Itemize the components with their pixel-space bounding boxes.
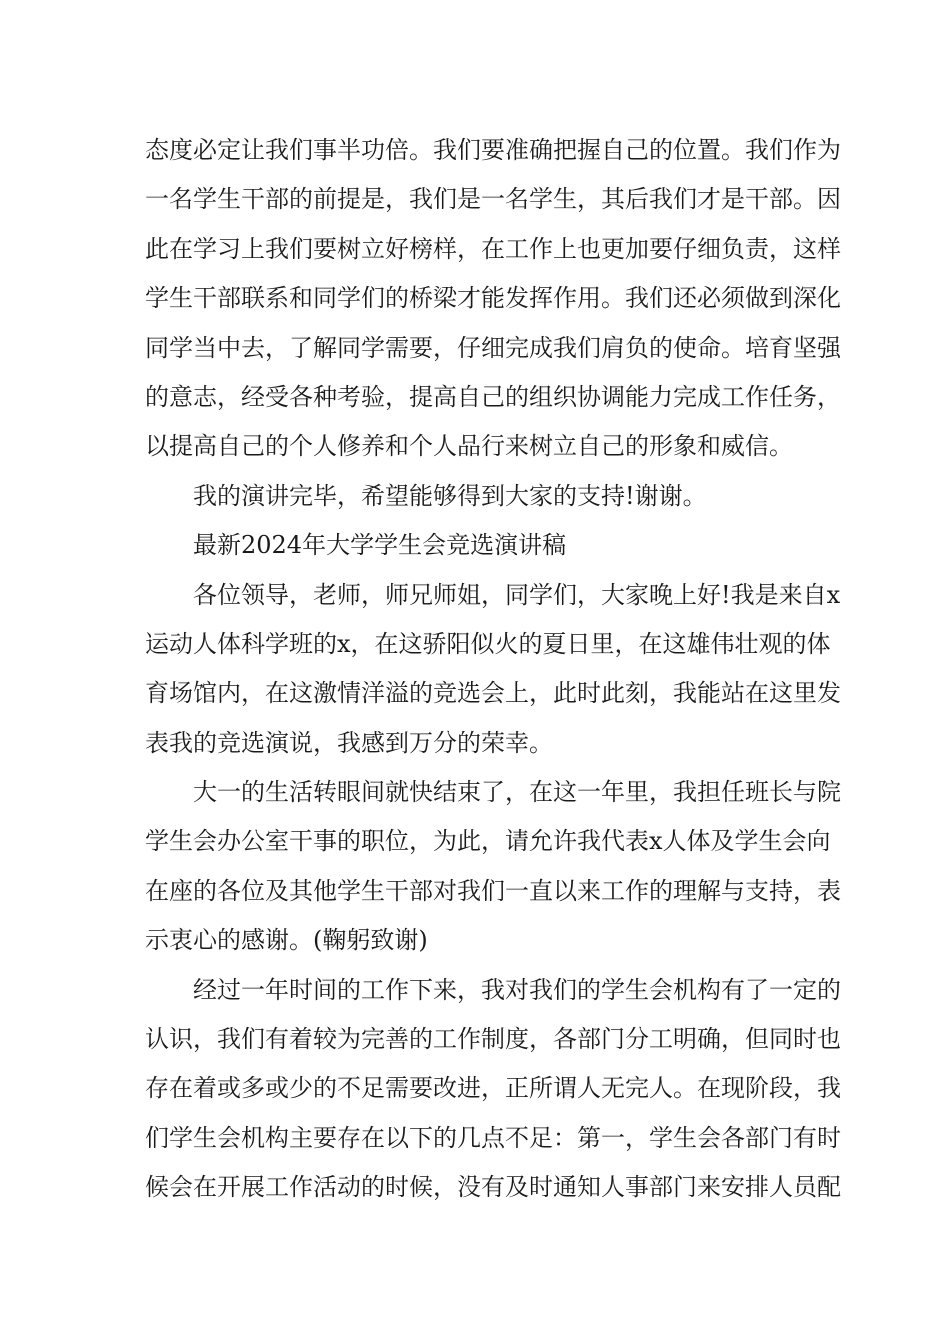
paragraph bbox=[145, 571, 841, 769]
text-line: 一名学生干部的前提是，我们是一名学生，其后我们才是干部。因 bbox=[145, 185, 841, 214]
text-line: 此在学习上我们要树立好榜样，在工作上也更加要仔细负责，这样 bbox=[145, 234, 841, 263]
text-line: 育场馆内，在这激情洋溢的竞选会上，此时此刻，我能站在这里发 bbox=[145, 679, 841, 708]
text-line: 学生干部联系和同学们的桥梁才能发挥作用。我们还必须做到深化 bbox=[145, 284, 841, 313]
section-heading bbox=[145, 521, 807, 570]
paragraph bbox=[145, 966, 841, 1213]
paragraph bbox=[145, 472, 807, 521]
text-line: 同学当中去，了解同学需要，仔细完成我们肩负的使命。培育坚强 bbox=[145, 333, 841, 362]
text-line: 大一的生活转眼间就快结束了，在这一年里，我担任班长与院 bbox=[193, 778, 841, 807]
text-line: 运动人体科学班的x，在这骄阳似火的夏日里，在这雄伟壮观的体 bbox=[145, 629, 831, 658]
text-line: 们学生会机构主要存在以下的几点不足：第一，学生会各部门有时 bbox=[145, 1123, 841, 1152]
text-line: 在座的各位及其他学生干部对我们一直以来工作的理解与支持，表 bbox=[145, 876, 841, 905]
text-line: 我的演讲完毕，希望能够得到大家的支持!谢谢。 bbox=[193, 481, 707, 510]
text-line: 认识，我们有着较为完善的工作制度，各部门分工明确，但同时也 bbox=[145, 1025, 841, 1054]
text-line: 以提高自己的个人修养和个人品行来树立自己的形象和威信。 bbox=[145, 432, 793, 461]
text-line: 态度必定让我们事半功倍。我们要准确把握自己的位置。我们作为 bbox=[145, 136, 841, 164]
document-body bbox=[145, 126, 841, 1213]
text-line: 存在着或多或少的不足需要改进，正所谓人无完人。在现阶段，我 bbox=[145, 1074, 841, 1103]
heading-text: 最新2024年大学学生会竞选演讲稿 bbox=[193, 531, 567, 560]
paragraph bbox=[145, 768, 841, 966]
text-line: 示衷心的感谢。(鞠躬致谢) bbox=[145, 926, 428, 955]
text-line: 的意志，经受各种考验，提高自己的组织协调能力完成工作任务， bbox=[145, 382, 841, 411]
paragraph bbox=[145, 126, 841, 472]
text-line: 各位领导，老师，师兄师姐，同学们，大家晚上好!我是来自x bbox=[193, 580, 841, 609]
text-line: 表我的竞选演说，我感到万分的荣幸。 bbox=[145, 728, 553, 757]
text-line: 学生会办公室干事的职位，为此，请允许我代表x人体及学生会向 bbox=[145, 827, 831, 856]
text-line: 候会在开展工作活动的时候，没有及时通知人事部门来安排人员配 bbox=[145, 1173, 841, 1202]
text-line: 经过一年时间的工作下来，我对我们的学生会机构有了一定的 bbox=[193, 975, 841, 1004]
